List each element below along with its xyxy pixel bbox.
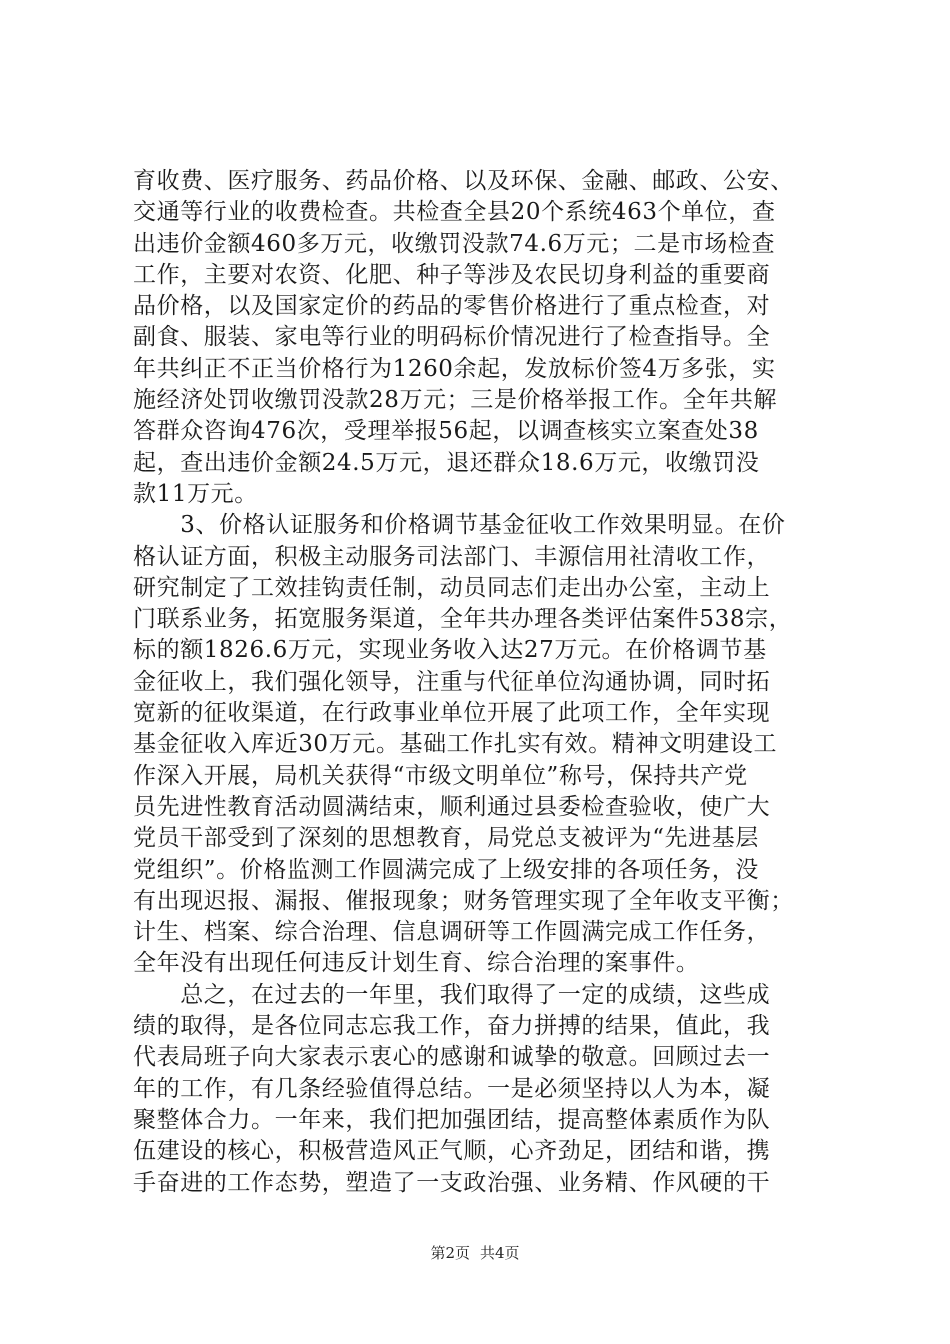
text-line: 研究制定了工效挂钩责任制，动员同志们走出办公室，主动上 bbox=[133, 574, 771, 601]
text-line: 育收费、医疗服务、药品价格、以及环保、金融、邮政、公安、 bbox=[133, 168, 794, 194]
text-line: 年共纠正不正当价格行为1260余起，发放标价签4万多张，实 bbox=[133, 355, 776, 382]
text-line: 计生、档案、综合治理、信息调研等工作圆满完成工作任务， bbox=[133, 919, 771, 946]
text-line: 金征收上，我们强化领导，注重与代征单位沟通协调，同时拓 bbox=[133, 668, 771, 695]
text-line: 作深入开展，局机关获得“市级文明单位”称号，保持共产党 bbox=[133, 762, 748, 789]
text-line: 绩的取得，是各位同志忘我工作，奋力拼搏的结果，值此，我 bbox=[133, 1013, 771, 1040]
document-body bbox=[133, 166, 833, 1199]
text-line: 施经济处罚收缴罚没款28万元；三是价格举报工作。全年共解 bbox=[133, 387, 778, 414]
text-line: 起，查出违价金额24.5万元，退还群众18.6万元，收缴罚没 bbox=[133, 449, 760, 476]
text-line: 品价格，以及国家定价的药品的零售价格进行了重点检查，对 bbox=[133, 293, 771, 320]
text-line: 员先进性教育活动圆满结束，顺利通过县委检查验收，使广大 bbox=[133, 793, 771, 820]
text-line: 党员干部受到了深刻的思想教育，局党总支被评为“先进基层 bbox=[133, 825, 759, 852]
text-line: 款11万元。 bbox=[133, 480, 258, 507]
text-line: 答群众咨询476次，受理举报56起，以调查核实立案查处38 bbox=[133, 418, 759, 445]
text-line: 总之，在过去的一年里，我们取得了一定的成绩，这些成 bbox=[133, 981, 771, 1008]
text-line: 伍建设的核心，积极营造风正气顺，心齐劲足，团结和谐，携 bbox=[133, 1138, 771, 1165]
text-line: 标的额1826.6万元，实现业务收入达27万元。在价格调节基 bbox=[133, 637, 767, 664]
text-line: 宽新的征收渠道，在行政事业单位开展了此项工作，全年实现 bbox=[133, 700, 771, 727]
text-line: 代表局班子向大家表示衷心的感谢和诚挚的敬意。回顾过去一 bbox=[133, 1044, 771, 1071]
text-line: 格认证方面，积极主动服务司法部门、丰源信用社清收工作， bbox=[133, 543, 771, 570]
text-line: 年的工作，有几条经验值得总结。一是必须坚持以人为本，凝 bbox=[133, 1075, 771, 1102]
text-line: 党组织”。价格监测工作圆满完成了上级安排的各项任务，没 bbox=[133, 856, 759, 883]
text-line: 交通等行业的收费检查。共检查全县20个系统463个单位，查 bbox=[133, 199, 776, 226]
text-line: 副食、服装、家电等行业的明码标价情况进行了检查指导。全 bbox=[133, 324, 771, 351]
page-total: 共4页 bbox=[480, 1244, 520, 1262]
text-line: 3、价格认证服务和价格调节基金征收工作效果明显。在价 bbox=[133, 512, 786, 539]
text-line: 全年没有出现任何违反计划生育、综合治理的案事件。 bbox=[133, 950, 700, 977]
paragraph-3 bbox=[133, 980, 833, 1199]
paragraph-1 bbox=[133, 166, 833, 510]
paragraph-2 bbox=[133, 510, 833, 979]
text-line: 聚整体合力。一年来，我们把加强团结，提高整体素质作为队 bbox=[133, 1106, 771, 1133]
text-line: 基金征收入库近30万元。基础工作扎实有效。精神文明建设工 bbox=[133, 731, 778, 758]
page-number: 第2页 bbox=[430, 1244, 470, 1262]
text-line: 工作，主要对农资、化肥、种子等涉及农民切身利益的重要商 bbox=[133, 261, 771, 288]
text-line: 有出现迟报、漏报、催报现象；财务管理实现了全年收支平衡； bbox=[133, 887, 794, 914]
text-line: 门联系业务，拓宽服务渠道，全年共办理各类评估案件538宗， bbox=[133, 606, 793, 633]
page-footer bbox=[0, 1244, 950, 1262]
text-line: 手奋进的工作态势，塑造了一支政治强、业务精、作风硬的干 bbox=[133, 1169, 771, 1196]
text-line: 出违价金额460多万元，收缴罚没款74.6万元；二是市场检查 bbox=[133, 230, 776, 257]
